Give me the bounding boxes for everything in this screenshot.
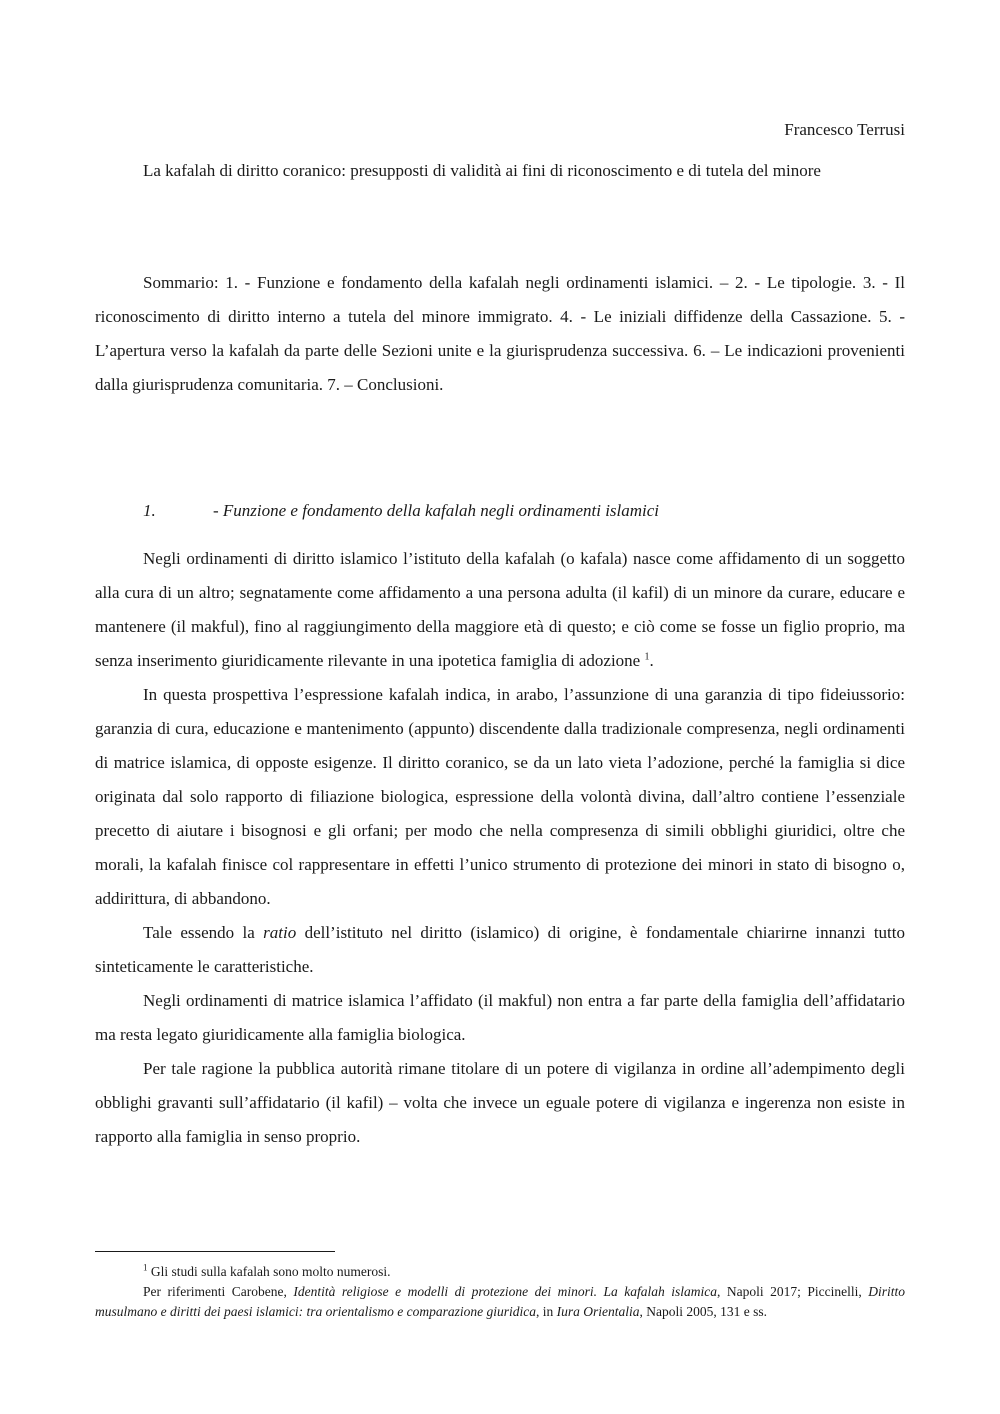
paragraph: Per tale ragione la pubblica autorità rimane titolare di un potere di vigilanza in ordine all’adempimento degli obblighi gravanti sull’affidatario (il kafil) – volta che invece un eguale potere di vigilanza e ingerenza non esiste in rapporto alla famiglia in senso proprio. [95,1059,905,1146]
paragraph [95,542,905,678]
section-heading [95,497,905,525]
footnote-text: Per riferimenti Carobene, [143,1284,294,1299]
citation-title: Iura Orientalia [556,1304,640,1319]
footnote-reference[interactable]: 1 [644,651,650,663]
paragraph-text: dell’istituto nel diritto (islamico) di origine, è fondamentale chiarirne innanzi tutto sinteticamente le caratteristiche. [95,923,905,976]
body-text [95,542,905,1154]
paragraph-text: Tale essendo la [143,923,264,942]
section-number: 1. [143,501,156,520]
footnote-divider [95,1251,335,1252]
author-name: Francesco Terrusi [784,120,905,139]
citation-title: Diritto musulmano e diritti dei paesi islamici: tra orientalismo e comparazione giuridica [95,1284,905,1319]
paragraph: Negli ordinamenti di matrice islamica l’affidato (il makful) non entra a far parte della famiglia dell’affidatario ma resta legato giuridicamente alla famiglia biologica. [95,991,905,1044]
footnote-text: , in [535,1304,557,1319]
paragraph-text: Negli ordinamenti di diritto islamico l’istituto della kafalah (o kafala) nasce come affidamento di un soggetto alla cura di un altro; segnatamente come affidamento a una persona adulta (il kafil) di un minore da curare, educare e mantenere (il makful), fino al raggiungimento della maggiore età di questo; e ciò come se fosse un figlio proprio, ma senza inserimento giuridicamente rilevante in una ipotetica famiglia di adozione [95,549,905,670]
footnote-text: , Napoli 2005, 131 e ss. [639,1304,767,1319]
footnote-text: , Napoli 2017; Piccinelli, [716,1284,869,1299]
summary: Sommario: 1. - Funzione e fondamento della kafalah negli ordinamenti islamici. – 2. - Le tipologie. 3. - Il riconoscimento di diritto interno a tutela del minore immigrato. 4. - Le iniziali diffidenze della Cassazione. 5. - L’apertura verso la kafalah da parte delle Sezioni unite e la giurisprudenza successiva. 6. – Le indicazioni provenienti dalla giurisprudenza comunitaria. 7. – Conclusioni. [95,273,905,394]
paragraph: In questa prospettiva l’espressione kafalah indica, in arabo, l’assunzione di una garanzia di tipo fideiussorio: garanzia di cura, educazione e mantenimento (appunto) discendente dalla tradizionale compresenza, negli ordinamenti di matrice islamica, di opposte esigenze. Il diritto coranico, se da un lato vieta l’adozione, perché la famiglia si dice originata dal solo rapporto di filiazione biologica, espressione della volontà divina, dall’altro contiene l’essenziale precetto di aiutare i bisognosi e gli orfani; per modo che nella compresenza di simili obblighi giuridici, oltre che morali, la kafalah finisce col rappresentare in effetti l’unico strumento di protezione dei minori in stato di bisogno o, addirittura, di abbandono. [95,685,905,908]
paragraph-end: . [649,651,654,670]
section-title: - Funzione e fondamento della kafalah negli ordinamenti islamici [213,501,660,520]
footnote-text: Gli studi sulla kafalah sono molto numerosi. [147,1264,391,1279]
ratio-term: ratio [263,923,297,942]
citation-title: Identità religiose e modelli di protezione dei minori. La kafalah islamica [293,1284,717,1299]
footnote-mark: 1 [143,1262,148,1273]
footnotes [95,1262,905,1322]
document-title: La kafalah di diritto coranico: presupposti di validità ai fini di riconoscimento e di tutela del minore [143,161,821,180]
footnote [95,1282,905,1322]
footnote [95,1262,905,1282]
paragraph [95,916,905,984]
